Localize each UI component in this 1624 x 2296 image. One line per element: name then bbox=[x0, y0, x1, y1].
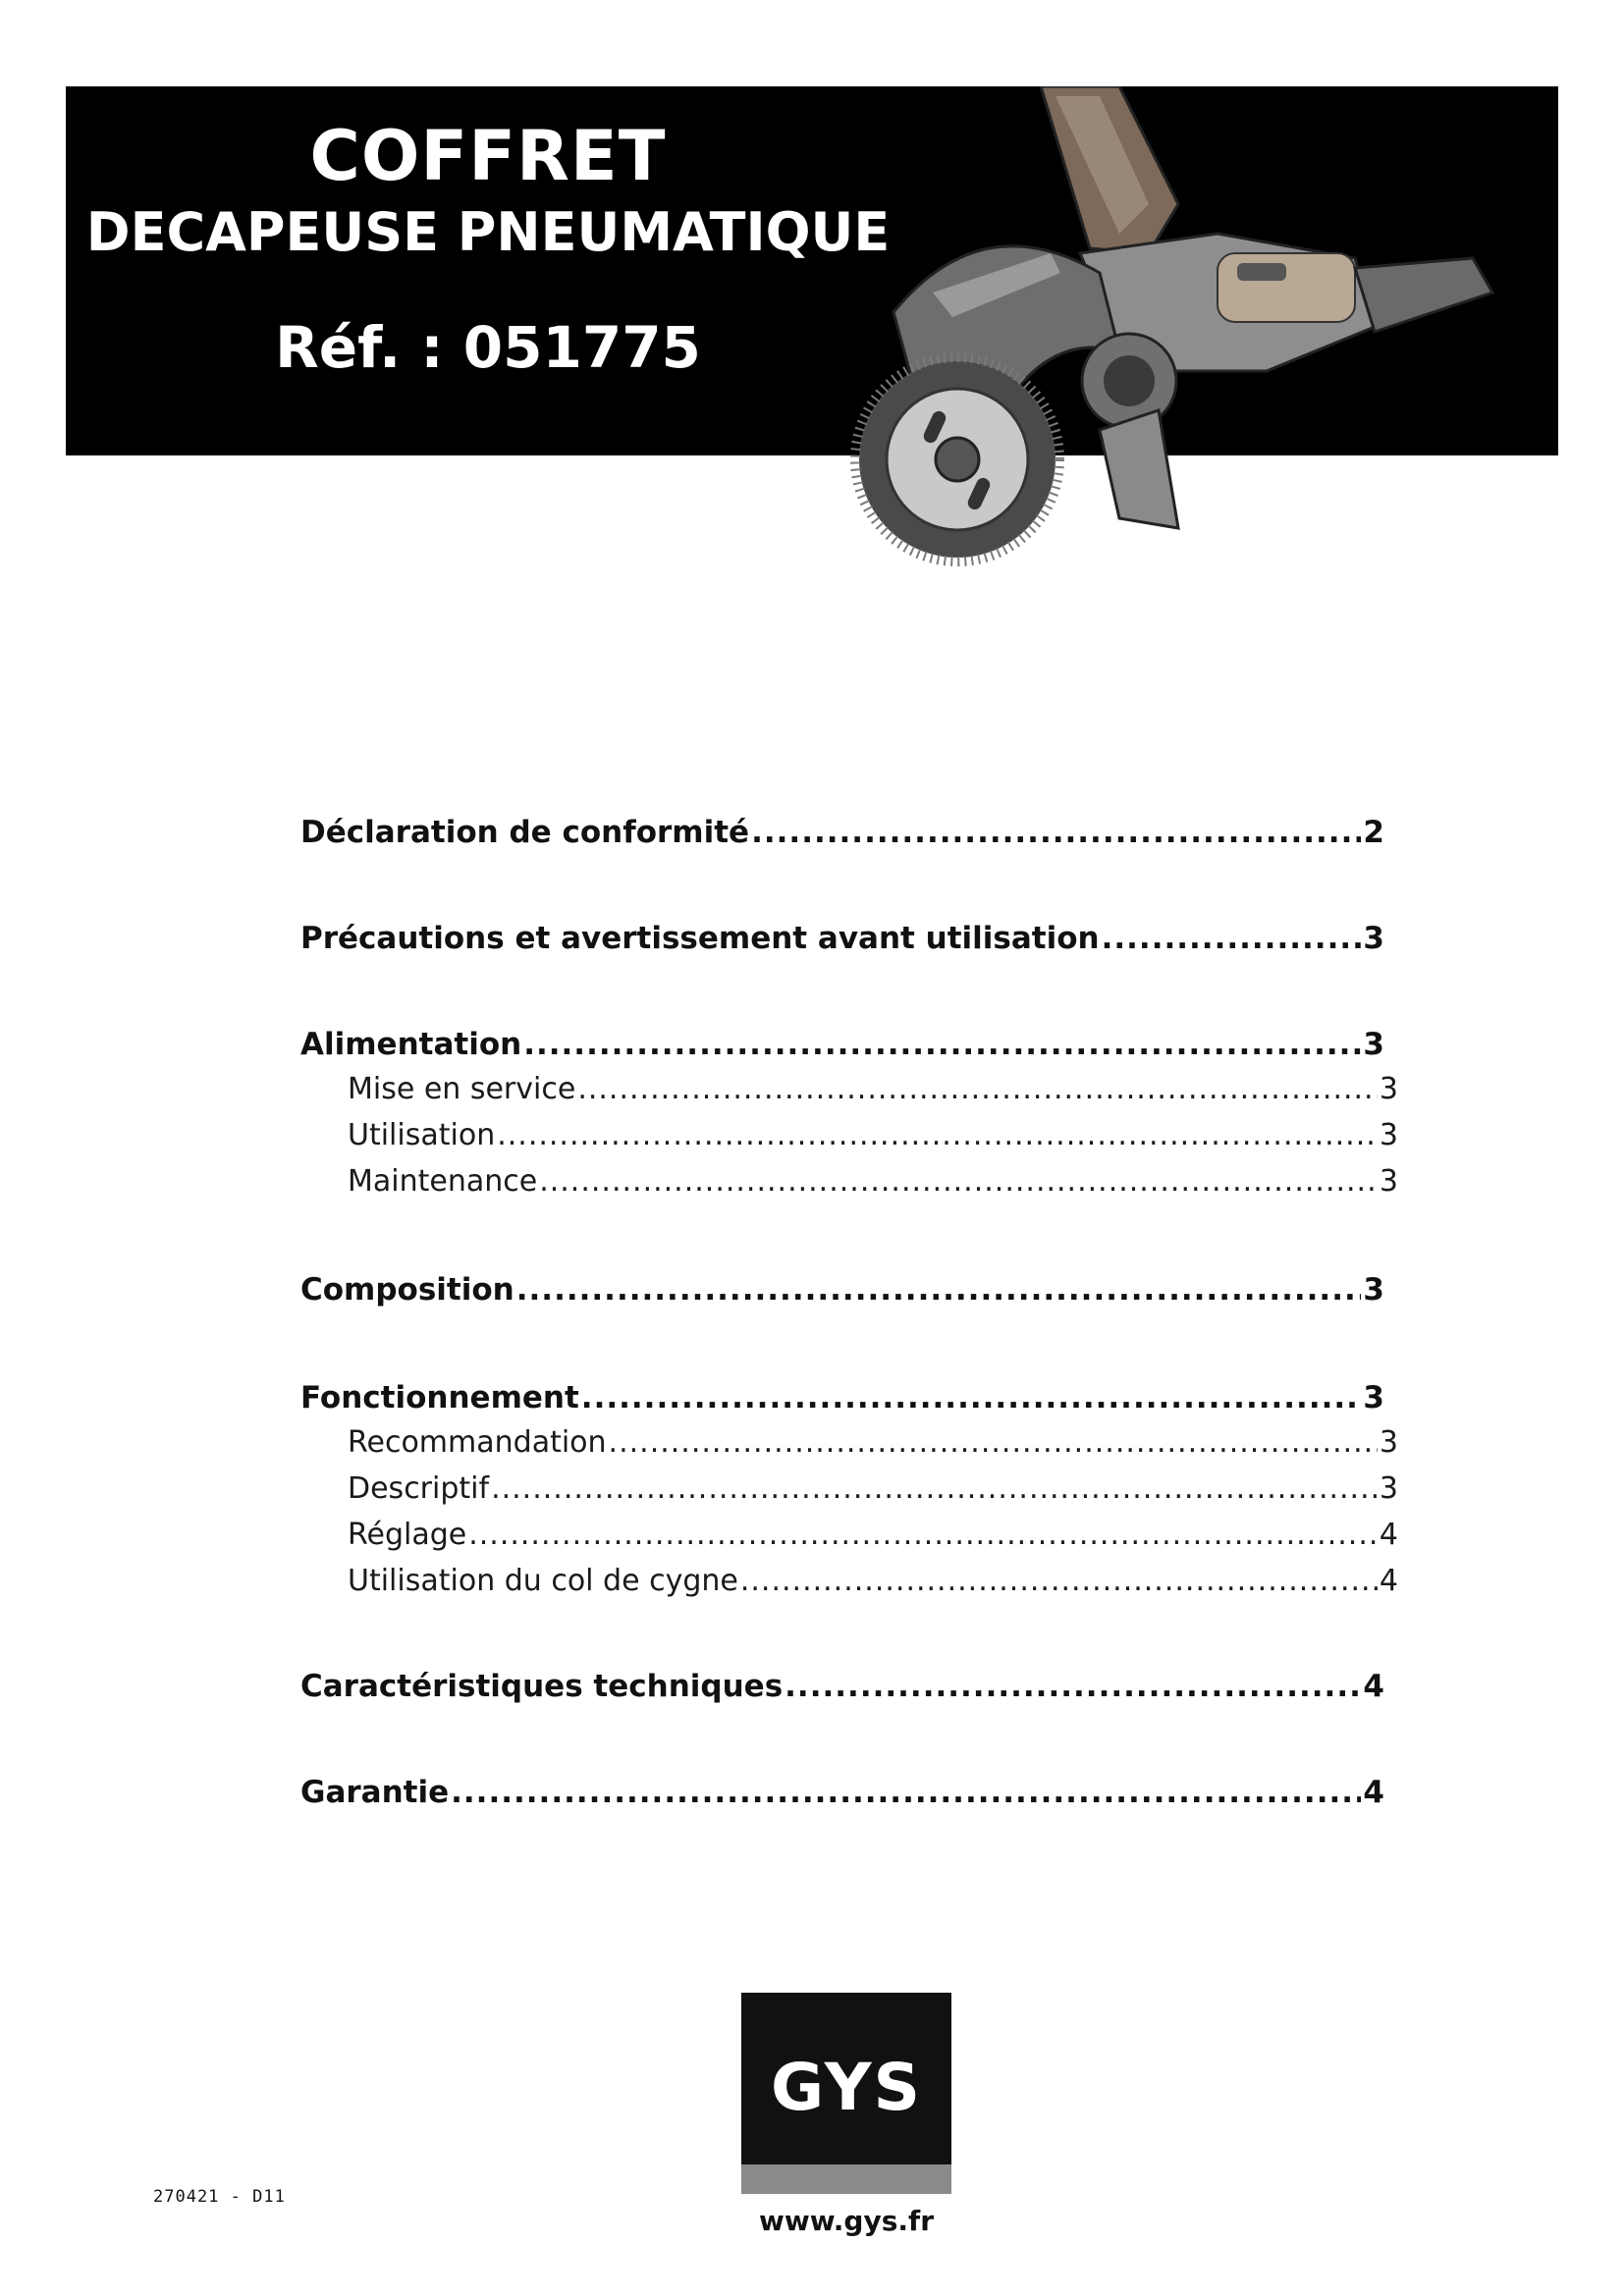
toc-entry[interactable] bbox=[300, 1272, 1384, 1308]
toc-entry-label: Précautions et avertissement avant utilisation bbox=[300, 921, 1100, 956]
logo-grey-strip bbox=[741, 2164, 951, 2194]
toc-dot-leader bbox=[577, 1072, 1378, 1106]
toc-subentry[interactable] bbox=[348, 1072, 1398, 1106]
toc-subentry[interactable] bbox=[348, 1564, 1398, 1598]
website-link[interactable]: www.gys.fr bbox=[758, 2205, 935, 2237]
toc-entry-page: 3 bbox=[1363, 921, 1384, 956]
toc-dot-leader bbox=[468, 1518, 1378, 1552]
toc-subentry-page: 3 bbox=[1379, 1164, 1398, 1199]
toc-subentry[interactable] bbox=[348, 1518, 1398, 1552]
toc-entry-page: 3 bbox=[1363, 1380, 1384, 1415]
toc-entry-page: 3 bbox=[1363, 1272, 1384, 1308]
toc-subentry[interactable] bbox=[348, 1471, 1398, 1506]
toc-subentry-label: Réglage bbox=[348, 1518, 467, 1552]
toc-subentry-page: 3 bbox=[1379, 1118, 1398, 1152]
toc-subentry[interactable] bbox=[348, 1164, 1398, 1199]
toc-entry[interactable] bbox=[300, 921, 1384, 956]
toc-entry-label: Déclaration de conformité bbox=[300, 815, 750, 850]
toc-dot-leader bbox=[581, 1380, 1362, 1415]
toc-dot-leader bbox=[539, 1164, 1378, 1199]
toc-dot-leader bbox=[1102, 921, 1362, 956]
toc-dot-leader bbox=[785, 1669, 1361, 1704]
toc-subentry-label: Mise en service bbox=[348, 1072, 576, 1106]
toc-subentry-label: Maintenance bbox=[348, 1164, 538, 1199]
toc-entry-label: Fonctionnement bbox=[300, 1380, 579, 1415]
toc-dot-leader bbox=[609, 1425, 1378, 1460]
toc-dot-leader bbox=[491, 1471, 1378, 1506]
document-code: 270421 - D11 bbox=[153, 2187, 286, 2207]
toc-dot-leader bbox=[740, 1564, 1378, 1598]
pneumatic-stripper-illustration bbox=[805, 86, 1610, 636]
toc-subentry[interactable] bbox=[348, 1118, 1398, 1152]
toc-entry[interactable] bbox=[300, 1027, 1384, 1062]
gys-logo bbox=[741, 1993, 951, 2194]
toc-entry-page: 4 bbox=[1363, 1669, 1384, 1704]
toc-subentry-page: 4 bbox=[1379, 1564, 1398, 1598]
toc-dot-leader bbox=[523, 1027, 1361, 1062]
toc-subentry[interactable] bbox=[348, 1425, 1398, 1460]
toc-entry-label: Alimentation bbox=[300, 1027, 522, 1062]
toc-entry[interactable] bbox=[300, 1669, 1384, 1704]
toc-subentry-label: Utilisation bbox=[348, 1118, 496, 1152]
toc-entry[interactable] bbox=[300, 1775, 1384, 1810]
toc-subentry-page: 3 bbox=[1379, 1425, 1398, 1460]
toc-subentry-label: Utilisation du col de cygne bbox=[348, 1564, 738, 1598]
toc-entry-page: 3 bbox=[1363, 1027, 1384, 1062]
toc-entry-label: Composition bbox=[300, 1272, 514, 1308]
toc-entry-page: 4 bbox=[1363, 1775, 1384, 1810]
toc-subentry-label: Descriptif bbox=[348, 1471, 490, 1506]
toc-entry[interactable] bbox=[300, 815, 1384, 850]
product-reference: Réf. : 051775 bbox=[275, 314, 701, 381]
toc-entry-label: Garantie bbox=[300, 1775, 450, 1810]
toc-entry[interactable] bbox=[300, 1380, 1384, 1415]
toc-dot-leader bbox=[451, 1775, 1361, 1810]
toc-subentry-page: 3 bbox=[1379, 1471, 1398, 1506]
toc-entry-label: Caractéristiques techniques bbox=[300, 1669, 784, 1704]
toc-dot-leader bbox=[516, 1272, 1362, 1308]
toc-subentry-page: 4 bbox=[1379, 1518, 1398, 1552]
logo-text: GYS bbox=[770, 2050, 923, 2125]
document-title: COFFRET bbox=[309, 116, 667, 196]
toc-dot-leader bbox=[751, 815, 1361, 850]
toc-dot-leader bbox=[497, 1118, 1378, 1152]
document-subtitle: DECAPEUSE PNEUMATIQUE bbox=[85, 201, 891, 263]
toc-subentry-page: 3 bbox=[1379, 1072, 1398, 1106]
toc-subentry-label: Recommandation bbox=[348, 1425, 607, 1460]
toc-entry-page: 2 bbox=[1363, 815, 1384, 850]
